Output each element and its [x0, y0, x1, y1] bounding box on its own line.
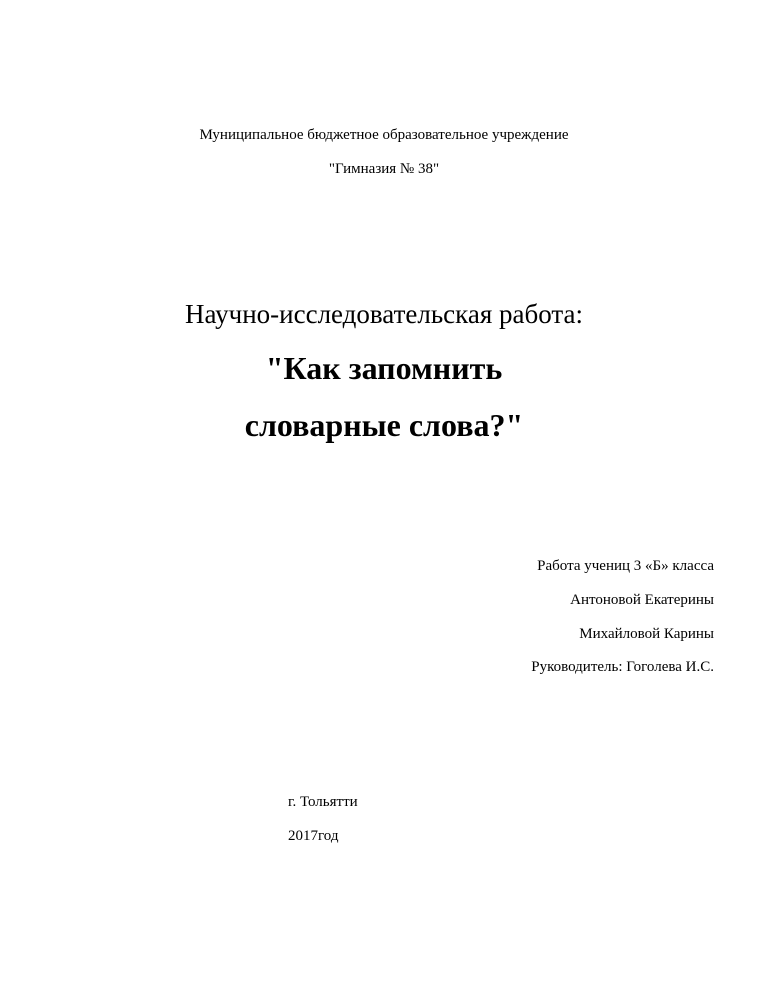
institution-name: Муниципальное бюджетное образовательное учреждение	[199, 127, 569, 143]
author-name-1: Антоновой Екатерины	[570, 592, 714, 608]
city-name: г. Тольятти	[288, 794, 358, 810]
title-line-2: словарные слова?"	[244, 407, 524, 443]
title-line-1: "Как запомнить	[265, 350, 503, 386]
supervisor-name: Руководитель: Гоголева И.С.	[531, 659, 714, 675]
author-name-2: Михайловой Карины	[579, 626, 714, 642]
school-name: "Гимназия № 38"	[328, 161, 440, 177]
year-text: 2017год	[288, 828, 339, 844]
work-type-heading: Научно-исследовательская работа:	[185, 299, 583, 329]
authors-intro: Работа учениц 3 «Б» класса	[537, 558, 714, 574]
